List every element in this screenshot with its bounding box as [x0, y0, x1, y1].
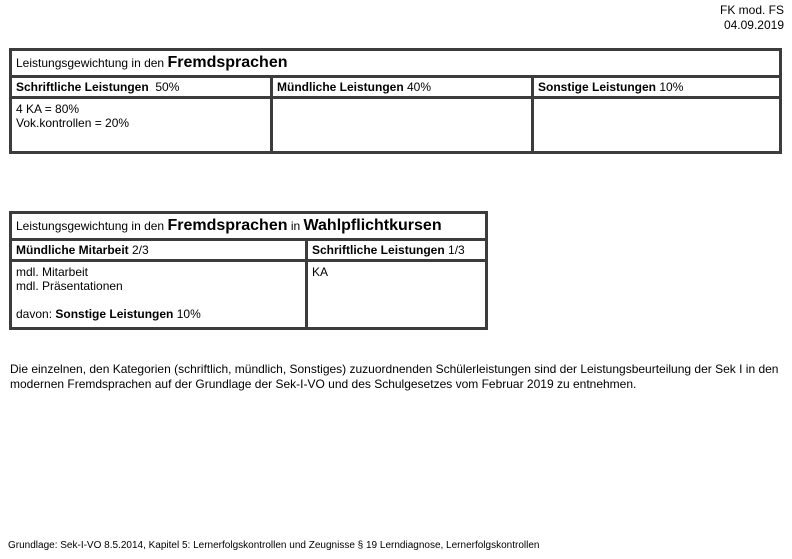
weighting-table-fremdsprachen [9, 48, 782, 154]
table1-oral-details [272, 98, 533, 153]
table2-caption: Leistungsgewichtung in den Fremdsprachen in Wahlpflichtkursen [11, 213, 487, 240]
weighting-table-wahlpflicht [9, 211, 488, 330]
explanation-paragraph: Die einzelnen, den Kategorien (schriftlich, mündlich, Sonstiges) zuzuordnenden Schülerleistungen sind der Leistungsbeurteilung der Sek I in den modernen Fremdsprachen auf der Grundlage der Sek-I-VO und des Schulgesetzes vom Februar 2019 zu entnehmen. [10, 362, 779, 391]
table2-header-oral: Mündliche Mitarbeit 2/3 [11, 240, 307, 261]
header-line-1: FK mod. FS [719, 3, 784, 17]
document-header [720, 3, 784, 33]
table1-header-written: Schriftliche Leistungen 50% [11, 77, 272, 98]
table2-written-details: KA [307, 261, 487, 329]
table1-caption: Leistungsgewichtung in den Fremdsprachen [11, 50, 781, 77]
table1-written-details: 4 KA = 80% Vok.kontrollen = 20% [11, 98, 272, 153]
footer-reference: Grundlage: Sek-I-VO 8.5.2014, Kapitel 5: Lernerfolgskontrollen und Zeugnisse § 19 Lerndiagnose, Lernerfolgskontrollen [8, 540, 540, 551]
table1-other-details [533, 98, 781, 153]
table2-oral-note: davon: Sonstige Leistungen 10% [16, 307, 201, 321]
table1-header-oral: Mündliche Leistungen 40% [272, 77, 533, 98]
table1-caption-subject: Fremdsprachen [167, 54, 288, 71]
table2-header-written: Schriftliche Leistungen 1/3 [307, 240, 487, 261]
table1-header-other: Sonstige Leistungen 10% [533, 77, 781, 98]
header-date: 04.09.2019 [723, 18, 784, 32]
table2-oral-details: mdl. Mitarbeit mdl. Präsentationen davon: Sonstige Leistungen 10% [11, 261, 307, 329]
